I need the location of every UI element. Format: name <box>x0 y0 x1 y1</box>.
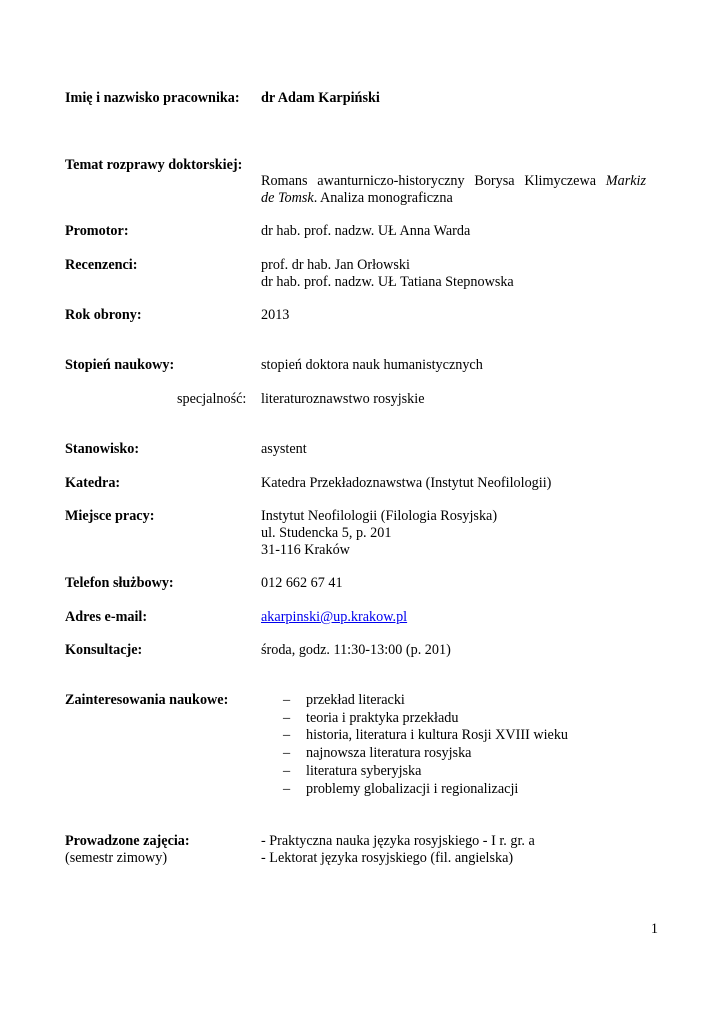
promoter-value: dr hab. prof. nadzw. UŁ Anna Warda <box>261 223 471 239</box>
list-item <box>283 710 568 728</box>
dash-bullet: – <box>283 727 291 744</box>
reviewers-label: Recenzenci: <box>65 257 138 273</box>
list-item <box>283 763 568 781</box>
email-field <box>261 609 646 626</box>
thesis-title-italic-cont: de Tomsk <box>261 190 314 206</box>
dash-bullet: – <box>283 745 291 762</box>
department-label: Katedra: <box>65 475 121 491</box>
consultations-label: Konsultacje: <box>65 642 143 658</box>
dash-bullet: – <box>283 780 291 797</box>
thesis-label: Temat rozprawy doktorskiej: <box>65 157 243 173</box>
degree-label: Stopień naukowy: <box>65 357 175 373</box>
email-link[interactable]: akarpinski@up.krakow.pl <box>261 609 408 625</box>
consultations-value: środa, godz. 11:30-13:00 (p. 201) <box>261 642 451 658</box>
workplace-line: ul. Studencka 5, p. 201 <box>261 525 392 541</box>
thesis-title-text: Romans awanturniczo-historyczny Borysa Klimyczewa <box>261 173 606 189</box>
page-number: 1 <box>650 921 658 937</box>
interests-label: Zainteresowania naukowe: <box>65 692 229 708</box>
employee-label: Imię i nazwisko pracownika: <box>65 90 240 106</box>
reviewers-list <box>261 257 646 291</box>
specialty-value: literaturoznawstwo rosyjskie <box>261 391 425 407</box>
courses-list <box>261 833 646 867</box>
thesis-title <box>261 173 646 207</box>
email-label: Adres e-mail: <box>65 609 148 625</box>
promoter-label: Promotor: <box>65 223 129 239</box>
course-item: - Lektorat języka rosyjskiego (fil. angielska) <box>261 850 514 866</box>
reviewer-item: prof. dr hab. Jan Orłowski <box>261 257 410 273</box>
department-value: Katedra Przekładoznawstwa (Instytut Neofilologii) <box>261 475 552 491</box>
dash-bullet: – <box>283 762 291 779</box>
interest-text: przekład literacki <box>306 692 405 708</box>
phone-value: 012 662 67 41 <box>261 575 343 591</box>
interests-list <box>283 692 568 798</box>
position-label: Stanowisko: <box>65 441 140 457</box>
specialty-label: specjalność: <box>177 391 247 407</box>
phone-label: Telefon służbowy: <box>65 575 174 591</box>
dash-bullet: – <box>283 692 291 708</box>
workplace-line: 31-116 Kraków <box>261 542 350 558</box>
courses-semester: (semestr zimowy) <box>65 850 168 866</box>
degree-value: stopień doktora nauk humanistycznych <box>261 357 483 373</box>
interest-text: historia, literatura i kultura Rosji XVIII wieku <box>306 727 569 744</box>
interest-text: teoria i praktyka przekładu <box>306 709 459 726</box>
defense-year-value: 2013 <box>261 307 290 323</box>
list-item <box>283 727 568 745</box>
interest-text: problemy globalizacji i regionalizacji <box>306 780 519 797</box>
defense-year-label: Rok obrony: <box>65 307 142 323</box>
reviewer-item: dr hab. prof. nadzw. UŁ Tatiana Stepnowska <box>261 274 514 290</box>
position-value: asystent <box>261 441 307 457</box>
employee-name: dr Adam Karpiński <box>261 90 380 106</box>
courses-label: Prowadzone zajęcia: <box>65 833 190 849</box>
interest-text: najnowsza literatura rosyjska <box>306 745 472 762</box>
workplace-line: Instytut Neofilologii (Filologia Rosyjska) <box>261 508 498 524</box>
thesis-title-subtitle: . Analiza monograficzna <box>313 190 453 206</box>
dash-bullet: – <box>283 709 291 726</box>
list-item <box>283 692 568 710</box>
interest-text: literatura syberyjska <box>306 762 422 779</box>
course-item: - Praktyczna nauka języka rosyjskiego - I r. gr. a <box>261 833 535 849</box>
list-item <box>283 745 568 763</box>
workplace-label: Miejsce pracy: <box>65 508 155 524</box>
workplace-address <box>261 508 646 559</box>
list-item <box>283 781 568 799</box>
thesis-title-italic: Markiz <box>605 173 646 189</box>
